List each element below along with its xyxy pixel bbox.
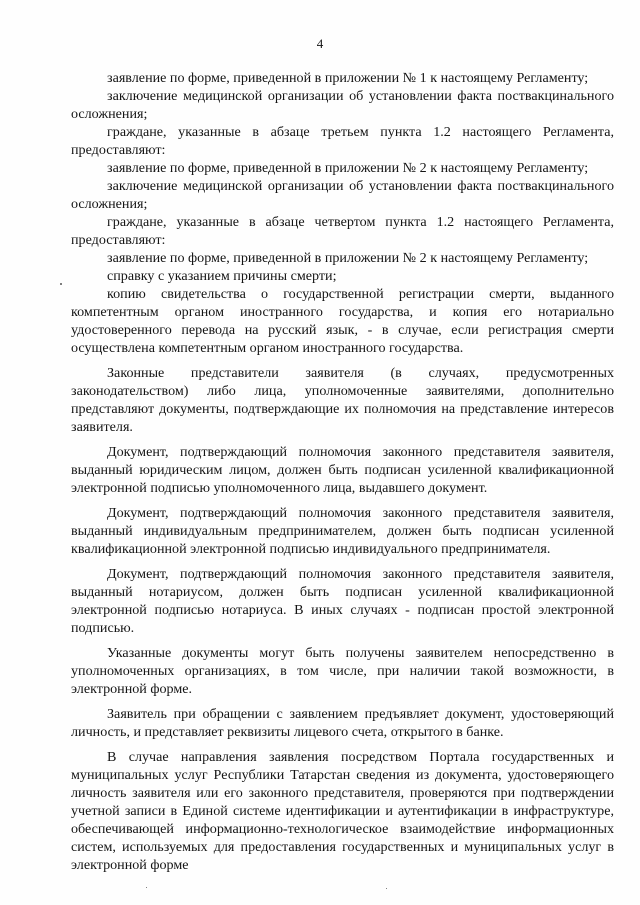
scan-speck [60, 283, 62, 285]
paragraph-form-app1: заявление по форме, приведенной в приложении № 1 к настоящему Регламенту; [107, 70, 589, 86]
paragraph-power-legal-entity: Документ, подтверждающий полномочия законного представителя заявителя, выданный юридическим лицом, должен быть подписан усиленной квалификационной электронной подписью уполномоченного лица, выдавшего документ. [71, 444, 614, 496]
paragraph-death-certificate-cause: справку с указанием причины смерти; [107, 268, 337, 284]
paragraph-identity-document: Заявитель при обращении с заявлением предъявляет документ, удостоверяющий личность, и представляет реквизиты лицевого счета, открытого в банке. [71, 706, 614, 740]
paragraph-power-notary: Документ, подтверждающий полномочия законного представителя заявителя, выданный нотариусом, должен быть подписан усиленной квалификационной электронной подписью нотариуса. В иных случаях - подписан простой электронной подписью. [71, 566, 614, 636]
scan-speck [146, 887, 147, 888]
paragraph-citizens-fourth: граждане, указанные в абзаце четвертом пункта 1.2 настоящего Регламента, предоставляют: [71, 214, 614, 248]
paragraph-medical-conclusion-1: заключение медицинской организации об установлении факта поствакцинального осложнения; [71, 88, 614, 122]
scan-speck [386, 888, 387, 889]
page-number: 4 [316, 36, 324, 51]
paragraph-citizens-third: граждане, указанные в абзаце третьем пункта 1.2 настоящего Регламента, предоставляют: [71, 124, 614, 158]
paragraph-foreign-death-registration: копию свидетельства о государственной регистрации смерти, выданного компетентным органом иностранного государства, и копия его нотариально удостоверенного перевода на русский язык, - в случае, если регистрация смерти осуществлена компетентным органом иностранного государства. [71, 286, 614, 356]
paragraph-documents-obtained: Указанные документы могут быть получены заявителем непосредственно в уполномоченных организациях, в том числе, при наличии такой возможности, в электронной форме. [71, 645, 614, 697]
paragraph-power-entrepreneur: Документ, подтверждающий полномочия законного представителя заявителя, выданный индивидуальным предпринимателем, должен быть подписан усиленной квалификационной электронной подписью индивидуального предпринимателя. [71, 505, 614, 557]
paragraph-form-app2-a: заявление по форме, приведенной в приложении № 2 к настоящему Регламенту; [107, 160, 589, 176]
document-body [71, 69, 614, 874]
paragraph-legal-representatives: Законные представители заявителя (в случаях, предусмотренных законодательством) либо лица, уполномоченные заявителями, дополнительно представляют документы, подтверждающие их полномочия на представление интересов заявителя. [71, 365, 614, 435]
paragraph-portal-verification: В случае направления заявления посредством Портала государственных и муниципальных услуг Республики Татарстан сведения из документа, удостоверяющего личность заявителя или его законного представителя, проверяются при подтверждении учетной записи в Единой системе идентификации и аутентификации в инфраструктуре, обеспечивающей информационно-технологическое взаимодействие информационных систем, используемых для предоставления государственных и муниципальных услуг в электронной форме [71, 749, 614, 873]
paragraph-medical-conclusion-2: заключение медицинской организации об установлении факта поствакцинального осложнения; [71, 178, 614, 212]
paragraph-form-app2-b: заявление по форме, приведенной в приложении № 2 к настоящему Регламенту; [107, 250, 589, 266]
